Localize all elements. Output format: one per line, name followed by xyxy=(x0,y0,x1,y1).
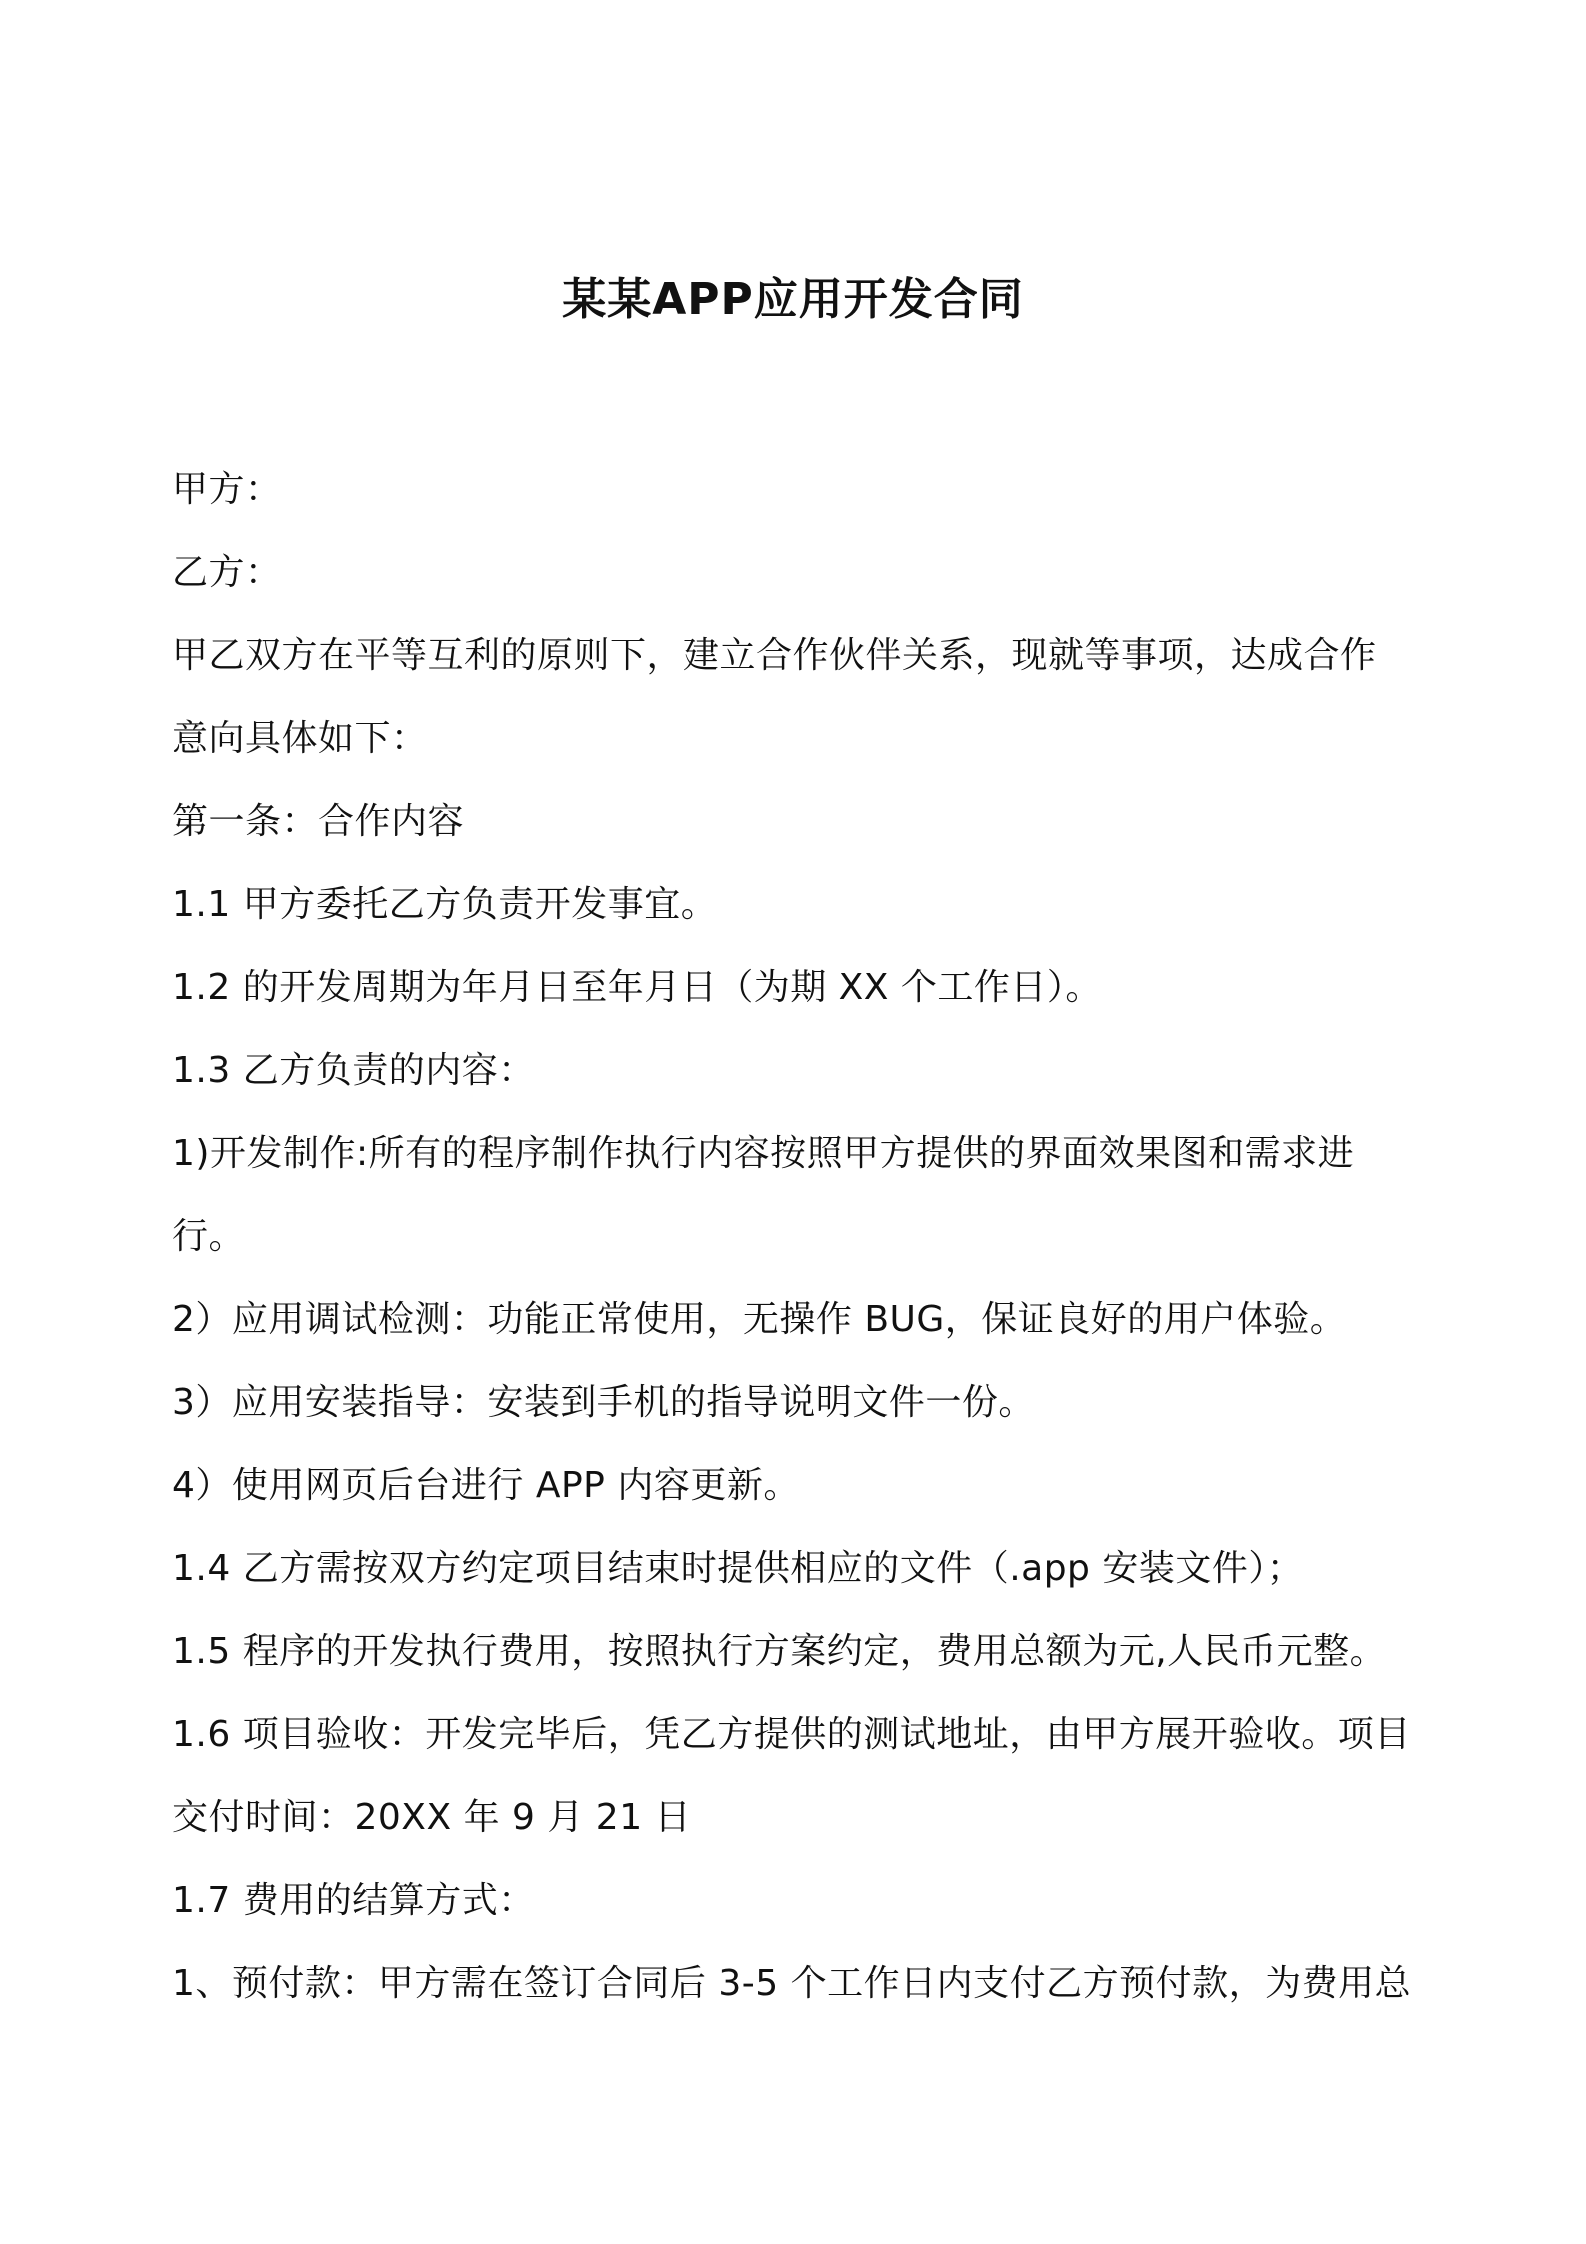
clause-1-1: 1.1 甲方委托乙方负责开发事宜。 xyxy=(172,884,718,925)
clause-1-6-line-1: 1.6 项目验收：开发完毕后，凭乙方提供的测试地址，由甲方展开验收。项目 xyxy=(172,1714,1411,1755)
item-1-line-2: 行。 xyxy=(172,1216,246,1257)
intro-paragraph-line-1: 甲乙双方在平等互利的原则下，建立合作伙伴关系，现就等事项，达成合作 xyxy=(172,635,1377,676)
clause-1-3: 1.3 乙方负责的内容： xyxy=(172,1050,535,1091)
clause-1-2: 1.2 的开发周期为年月日至年月日（为期 XX 个工作日）。 xyxy=(172,967,1102,1008)
item-1-line-1: 1)开发制作:所有的程序制作执行内容按照甲方提供的界面效果图和需求进 xyxy=(172,1133,1355,1174)
payment-item-1: 1、预付款：甲方需在签订合同后 3-5 个工作日内支付乙方预付款，为费用总 xyxy=(172,1963,1412,2004)
clause-1-7: 1.7 费用的结算方式： xyxy=(172,1880,535,1921)
article-1-heading: 第一条：合作内容 xyxy=(172,801,465,842)
clause-1-5: 1.5 程序的开发执行费用，按照执行方案约定，费用总额为元,人民币元整。 xyxy=(172,1631,1387,1672)
item-4: 4）使用网页后台进行 APP 内容更新。 xyxy=(172,1465,800,1506)
party-b-line: 乙方： xyxy=(172,552,282,593)
party-a-line: 甲方： xyxy=(172,469,282,510)
clause-1-4: 1.4 乙方需按双方约定项目结束时提供相应的文件（.app 安装文件）； xyxy=(172,1548,1304,1589)
clause-1-6-line-2: 交付时间：20XX 年 9 月 21 日 xyxy=(172,1797,692,1838)
document-title: 某某APP应用开发合同 xyxy=(562,274,1024,325)
item-2: 2）应用调试检测：功能正常使用，无操作 BUG，保证良好的用户体验。 xyxy=(172,1299,1347,1340)
intro-paragraph-line-2: 意向具体如下： xyxy=(172,718,428,759)
item-3: 3）应用安装指导：安装到手机的指导说明文件一份。 xyxy=(172,1382,1035,1423)
